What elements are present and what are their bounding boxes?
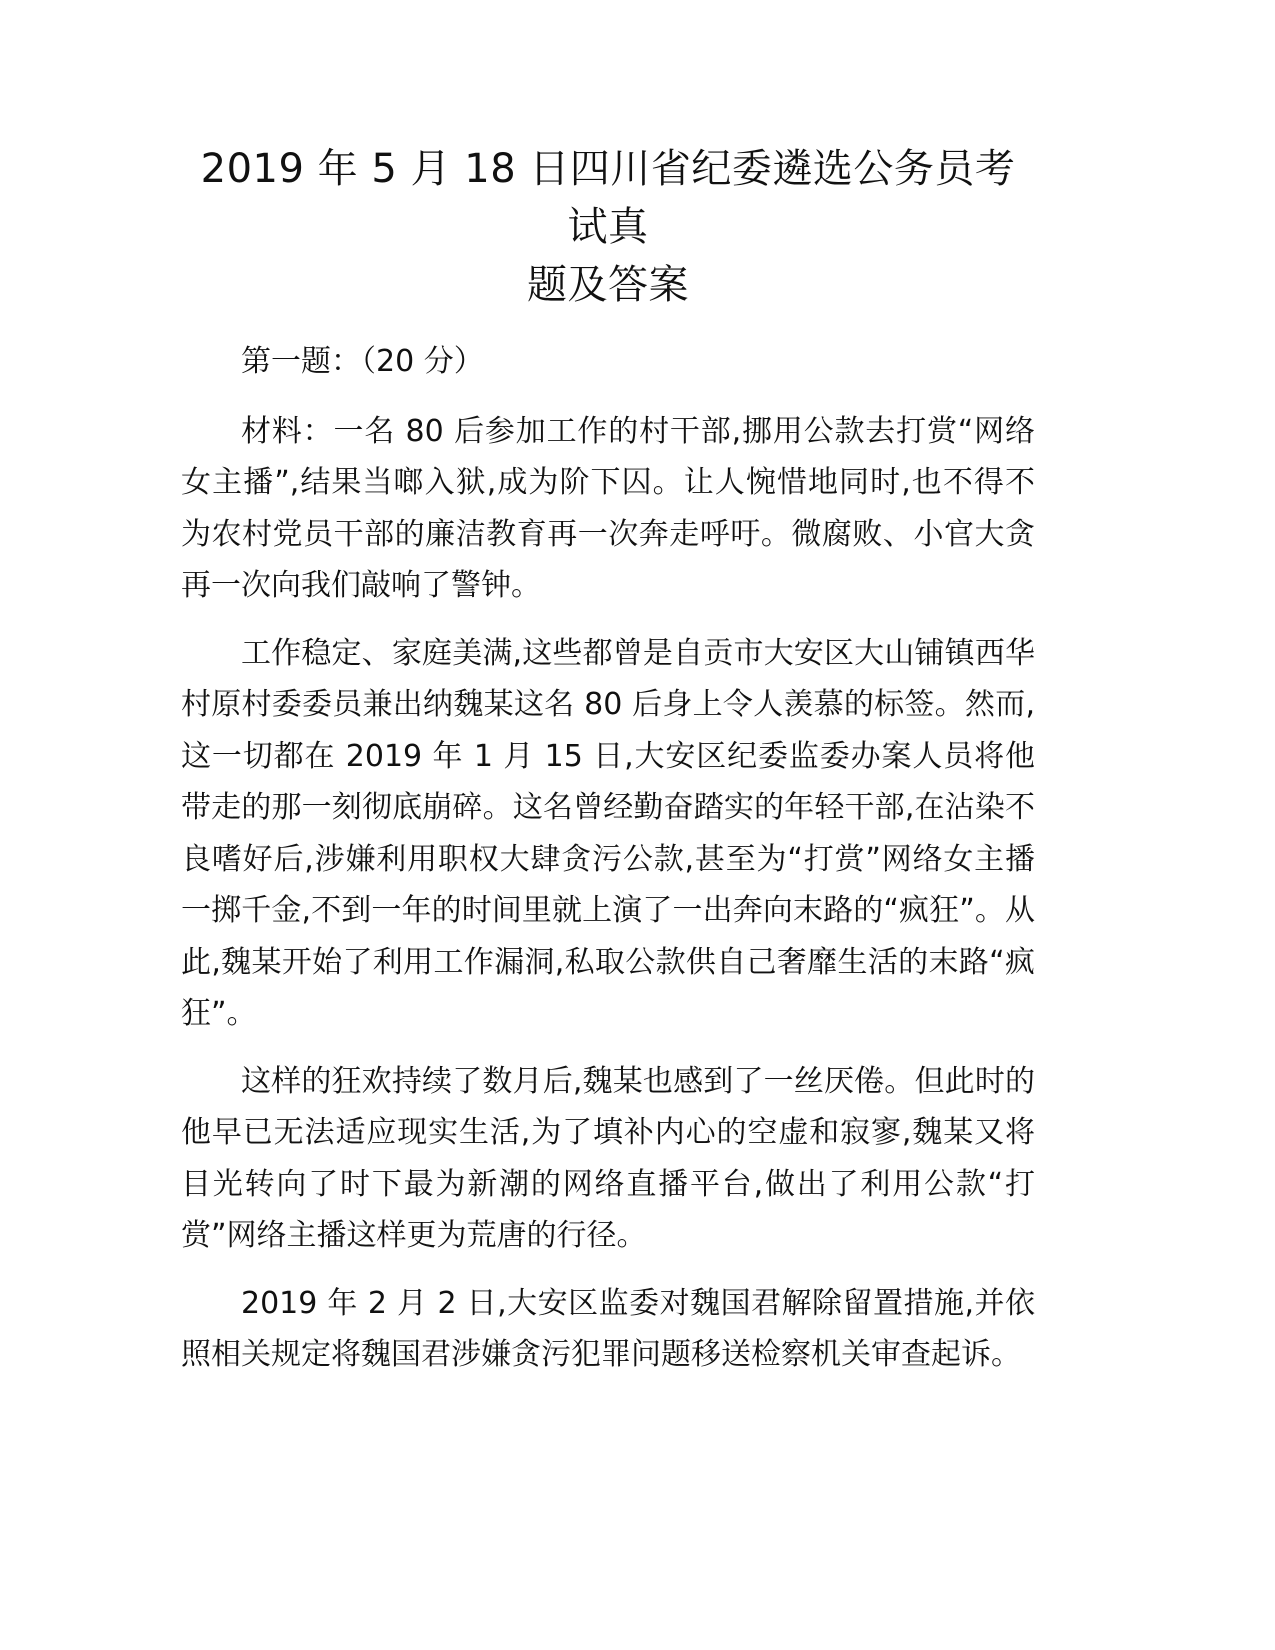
paragraph-material-intro: 材料：一名 80 后参加工作的村干部,挪用公款去打赏“网络女主播”,结果当啷入狱,成为阶下囚。让人惋惜地同时,也不得不为农村党员干部的廉洁教育再一次奔走呼吁。微腐败、小官大贪再一次向我们敲响了警钟。 — [181, 413, 1035, 603]
title-line-2: 题及答案 — [527, 262, 689, 308]
title-line-1: 2019 年 5 月 18 日四川省纪委遴选公务员考试真 — [200, 146, 1016, 250]
paragraph-case-background: 工作稳定、家庭美满,这些都曾是自贡市大安区大山铺镇西华村原村委委员兼出纳魏某这名 80 后身上令人羡慕的标签。然而,这一切都在 2019 年 1 月 15 日,大安区纪委监委办案人员将他带走的那一刻彻底崩碎。这名曾经勤奋踏实的年轻干部,在沾染不良嗜好后,涉嫌利用职权大肆贪污公款,甚至为“打赏”网络女主播一掷千金,不到一年的时间里就上演了一出奔向末路的“疯狂”。从此,魏某开始了利用工作漏洞,私取公款供自己奢靡生活的末路“疯狂”。 — [181, 635, 1035, 1031]
paragraph-live-streaming: 这样的狂欢持续了数月后,魏某也感到了一丝厌倦。但此时的他早已无法适应现实生活,为了填补内心的空虚和寂寥,魏某又将目光转向了时下最为新潮的网络直播平台,做出了利用公款“打赏”网络主播这样更为荒唐的行径。 — [181, 1063, 1035, 1253]
document-title — [181, 140, 1035, 314]
document-page — [181, 140, 1035, 1397]
paragraph-prosecution: 2019 年 2 月 2 日,大安区监委对魏国君解除留置措施,并依照相关规定将魏国君涉嫌贪污犯罪问题移送检察机关审查起诉。 — [181, 1285, 1035, 1372]
question-heading: 第一题：（20 分） — [241, 344, 484, 379]
